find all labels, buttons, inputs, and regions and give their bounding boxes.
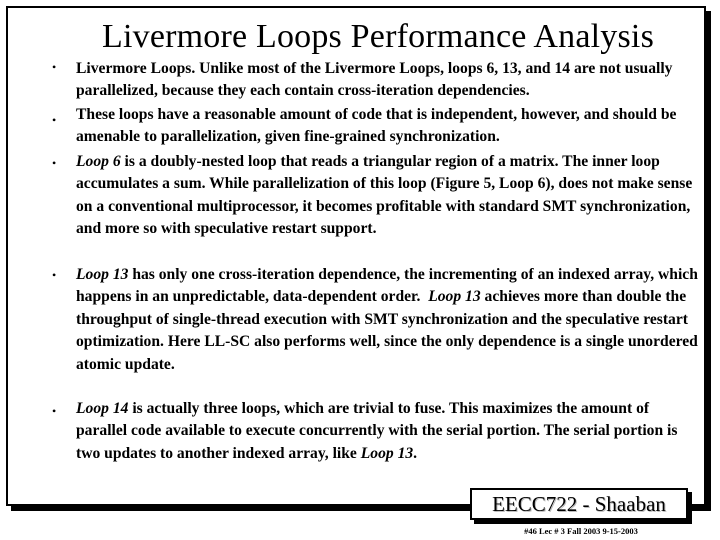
- bullet-text: [76, 58, 701, 103]
- bullet-text-run: .: [413, 444, 418, 462]
- bullet-text-run: These loops have a reasonable amount of code that is independent, however, and should be amenable to parallelization, given fine-grained synchronization.: [76, 106, 681, 146]
- bullet-loop-reference: Loop 14: [76, 400, 129, 417]
- bullet-text-run: has only one cross-iteration dependence, the incrementing of an indexed array, which happens in an unpredictable, data-dependent order.: [76, 266, 702, 306]
- bullet-text: [76, 264, 701, 376]
- bullet-text-run: is actually three loops, which are trivial to fuse. This maximizes the amount of parallel code available to execute concurrently with the serial portion. The serial portion is two updates to another indexed array, like: [76, 400, 682, 462]
- bullet-loop-reference: Loop 13: [428, 288, 481, 306]
- bullet-text: [76, 398, 701, 465]
- footer-course-box: [470, 488, 688, 520]
- bullet-text: [76, 104, 701, 149]
- bullet-marker: •: [52, 156, 57, 170]
- bullet-loop-reference: Loop 13: [360, 444, 414, 462]
- bullet-text-run: Livermore Loops. Unlike most of the Livermore Loops, loops 6, 13, and 14 are not usually parallelized, because they each contain cross-iteration dependencies.: [76, 60, 677, 100]
- slide-title: Livermore Loops Performance Analysis: [102, 18, 654, 55]
- footer-course-label: EECC722 - Shaaban: [492, 492, 666, 516]
- bullet-text: [76, 151, 701, 241]
- bullet-text-run: achieves more than double the throughput of single-thread execution with SMT synchronization and the speculative restart optimization. Here LL-SC also performs well, since the only dependence is a single unordered atomic update.: [76, 288, 702, 373]
- bullet-marker: •: [52, 60, 57, 74]
- bullet-marker: •: [52, 113, 57, 127]
- bullet-marker: •: [52, 268, 57, 282]
- bullet-loop-reference: Loop 13: [76, 266, 129, 283]
- bullet-loop-reference: Loop 6: [76, 153, 121, 170]
- bullet-text-run: is a doubly-nested loop that reads a triangular region of a matrix. The inner loop accumulates a sum. While parallelization of this loop (Figure 5, Loop 6), does not make sense on a conventional multiprocessor, it becomes profitable with standard SMT synchronization, and more so with speculative restart support.: [76, 153, 697, 238]
- bullet-marker: •: [52, 404, 57, 418]
- footer-lecture-meta: #46 Lec # 3 Fall 2003 9-15-2003: [524, 526, 638, 536]
